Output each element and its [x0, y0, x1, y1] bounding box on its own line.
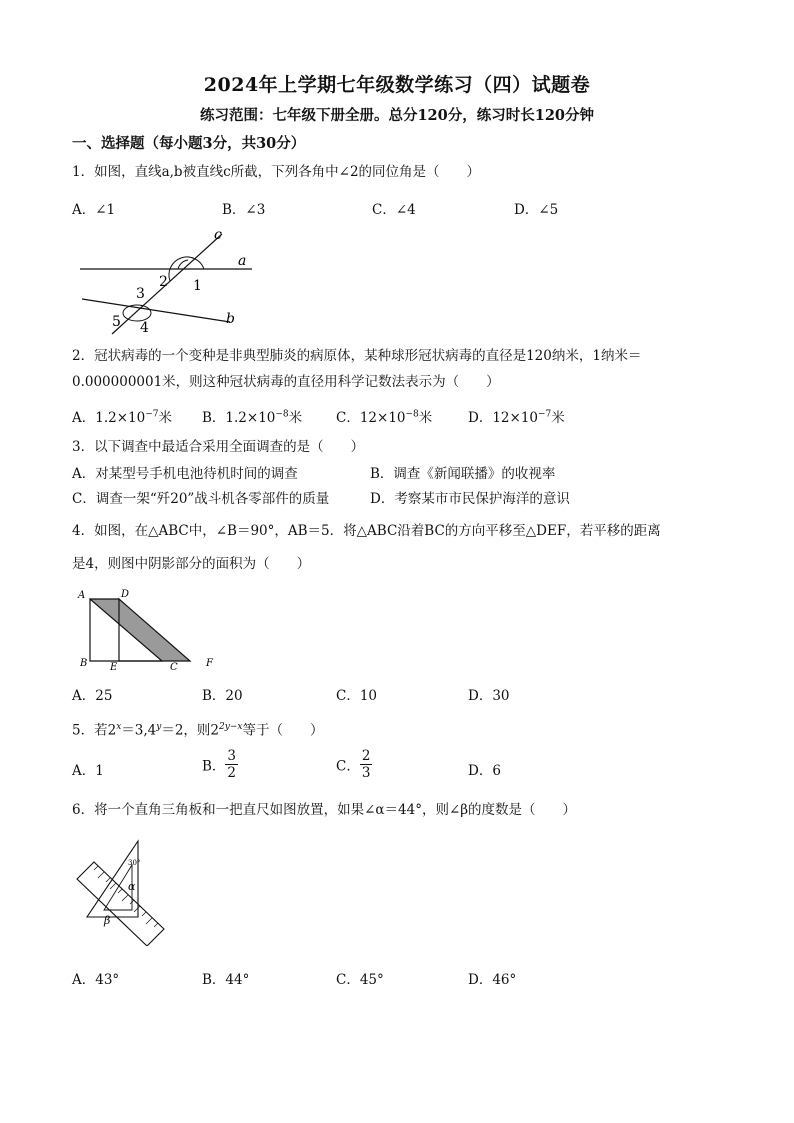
- label-4: 4: [140, 320, 149, 336]
- label-C: C: [170, 662, 178, 673]
- question-1-option-d: D．∠5: [514, 202, 559, 218]
- question-5-options: [72, 748, 752, 790]
- question-3-stem: 3．以下调查中最适合采用全面调查的是（ ）: [72, 439, 365, 455]
- question-1-stem: 1．如图，直线a,b被直线c所截，下列各角中∠2的同位角是（ ）: [72, 164, 481, 180]
- label-1: 1: [193, 278, 202, 294]
- question-4-option-b: B．20: [202, 688, 243, 704]
- question-3-option-b: B．调查《新闻联播》的收视率: [370, 466, 556, 482]
- shaded-region: [90, 599, 190, 661]
- page-subtitle: 练习范围：七年级下册全册。总分120分，练习时长120分钟: [199, 107, 595, 124]
- question-2-option-d: D．$12\times 10^{-7}$米: [468, 409, 565, 426]
- question-3-option-c: C．调查一架“歼20”战斗机各零部件的质量: [72, 491, 330, 507]
- question-6-option-d: D．46°: [468, 972, 517, 988]
- label-alpha: α: [128, 880, 136, 893]
- question-4-option-a: A．25: [72, 688, 113, 704]
- question-4-options: [72, 684, 752, 706]
- question-2-option-c: C．$12\times 10^{-8}$米: [336, 409, 433, 426]
- label-E: E: [110, 662, 118, 673]
- question-4-option-c: C．10: [336, 688, 378, 704]
- label-A: A: [78, 590, 86, 601]
- angle-2-arc: [178, 260, 188, 269]
- question-5-stem: 5．若$2^x=3,4^y=2$，则$2^{2y-x}$等于（ ）: [72, 722, 324, 739]
- label-D: D: [121, 589, 130, 600]
- label-5: 5: [112, 314, 121, 330]
- label-c: c: [214, 227, 222, 243]
- question-6-stem: 6．将一个直角三角板和一把直尺如图放置，如果∠α＝44°，则∠β的度数是（ ）: [72, 802, 577, 818]
- question-6-option-b: B．44°: [202, 972, 250, 988]
- question-5-option-a: A．1: [72, 763, 104, 779]
- question-4-stem-line1: 4．如图，在△ABC中，∠B＝90°，AB＝5．将△ABC沿着BC的方向平移至△DEF，若平移的距离: [72, 523, 661, 539]
- label-3: 3: [136, 286, 145, 302]
- question-5-option-b: B． $\frac{3}{2}$: [202, 748, 237, 781]
- question-2-option-a: A．$1.2\times 10^{-7}$米: [72, 409, 172, 426]
- question-1-option-a: A．∠1: [72, 202, 116, 218]
- section-heading: 一、选择题（每小题3分，共30分）: [72, 135, 306, 152]
- question-3-option-a: A．对某型号手机电池待机时间的调查: [72, 466, 298, 482]
- label-a: a: [238, 253, 247, 269]
- question-6-option-c: C．45°: [336, 972, 384, 988]
- question-4-figure: [72, 586, 228, 674]
- label-B: B: [80, 658, 88, 669]
- question-3-option-d: D．考察某市市民保护海洋的意识: [370, 491, 570, 507]
- label-2: 2: [159, 274, 168, 290]
- question-6-options: [72, 968, 752, 990]
- label-b: b: [226, 311, 235, 327]
- question-3-options-row1: [72, 462, 752, 484]
- ruler: [77, 862, 164, 946]
- question-5-option-d: D．6: [468, 763, 501, 779]
- label-30-degree: 30°: [128, 859, 141, 867]
- label-F: F: [206, 658, 213, 669]
- question-5-option-c: C． $\frac{2}{3}$: [336, 748, 371, 781]
- question-1-figure: [72, 222, 272, 340]
- question-2-stem-line2: 0.000000001米，则这种冠状病毒的直径用科学记数法表示为（ ）: [72, 374, 500, 390]
- question-1-option-b: B．∠3: [222, 202, 266, 218]
- question-1-option-c: C．∠4: [372, 202, 416, 218]
- question-4-stem-line2: 是4，则图中阴影部分的面积为（ ）: [72, 556, 311, 572]
- question-6-figure: [72, 838, 168, 946]
- line-b: [82, 299, 230, 322]
- question-3-options-row2: [72, 487, 752, 509]
- question-2-stem-line1: 2．冠状病毒的一个变种是非典型肺炎的病原体，某种球形冠状病毒的直径是120纳米，1纳米＝: [72, 348, 642, 364]
- page-title: 2024年上学期七年级数学练习（四）试题卷: [203, 74, 591, 96]
- question-1-options: [72, 198, 752, 220]
- question-2-option-b: B．$1.2\times 10^{-8}$米: [202, 409, 303, 426]
- label-beta: β: [104, 914, 111, 927]
- question-2-options: [72, 406, 752, 428]
- question-4-option-d: D．30: [468, 688, 510, 704]
- question-6-option-a: A．43°: [72, 972, 120, 988]
